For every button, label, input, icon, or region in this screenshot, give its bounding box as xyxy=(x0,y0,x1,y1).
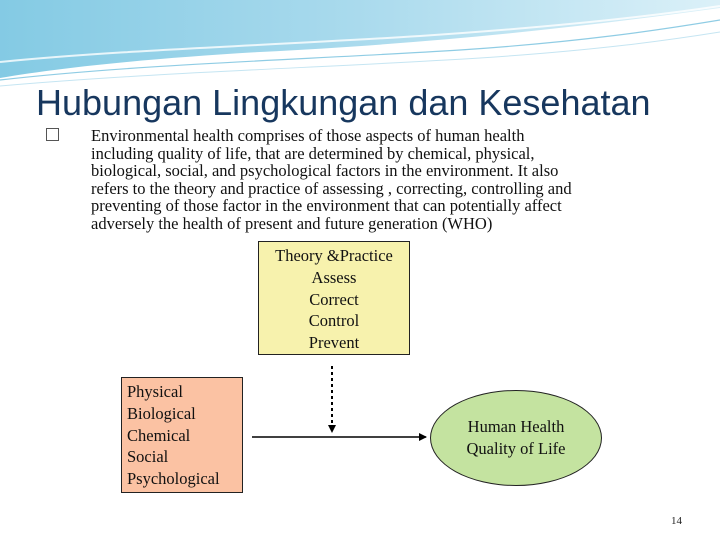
slide-title: Hubungan Lingkungan dan Kesehatan xyxy=(36,82,651,123)
factor-line: Psychological xyxy=(127,469,220,489)
outcome-line: Quality of Life xyxy=(466,439,566,458)
theory-box-line: Assess xyxy=(311,267,357,287)
paragraph-line: including quality of life, that are determined by chemical, physical, xyxy=(91,143,535,163)
factor-line: Chemical xyxy=(127,425,191,445)
theory-box-line: Theory &Practice xyxy=(275,246,393,265)
page-number: 14 xyxy=(671,515,682,527)
paragraph-line: biological, social, and psychological factors in the environment. It also xyxy=(91,161,559,180)
paragraph-line: adversely the health of present and future generation (WHO) xyxy=(91,213,493,233)
outcome-line: Human Health xyxy=(467,417,565,436)
theory-box-line: Correct xyxy=(309,289,359,309)
factor-line: Physical xyxy=(127,382,183,401)
theory-box-line: Prevent xyxy=(308,333,360,353)
paragraph-line: refers to the theory and practice of assessing , correcting, controlling and xyxy=(91,178,572,198)
factor-line: Social xyxy=(127,447,169,467)
factor-line: Biological xyxy=(127,403,196,423)
theory-box-line: Control xyxy=(308,311,360,331)
paragraph-line: preventing of those factor in the environment that can potentially affect xyxy=(91,196,562,215)
paragraph-line: Environmental health comprises of those aspects of human health xyxy=(91,126,525,145)
